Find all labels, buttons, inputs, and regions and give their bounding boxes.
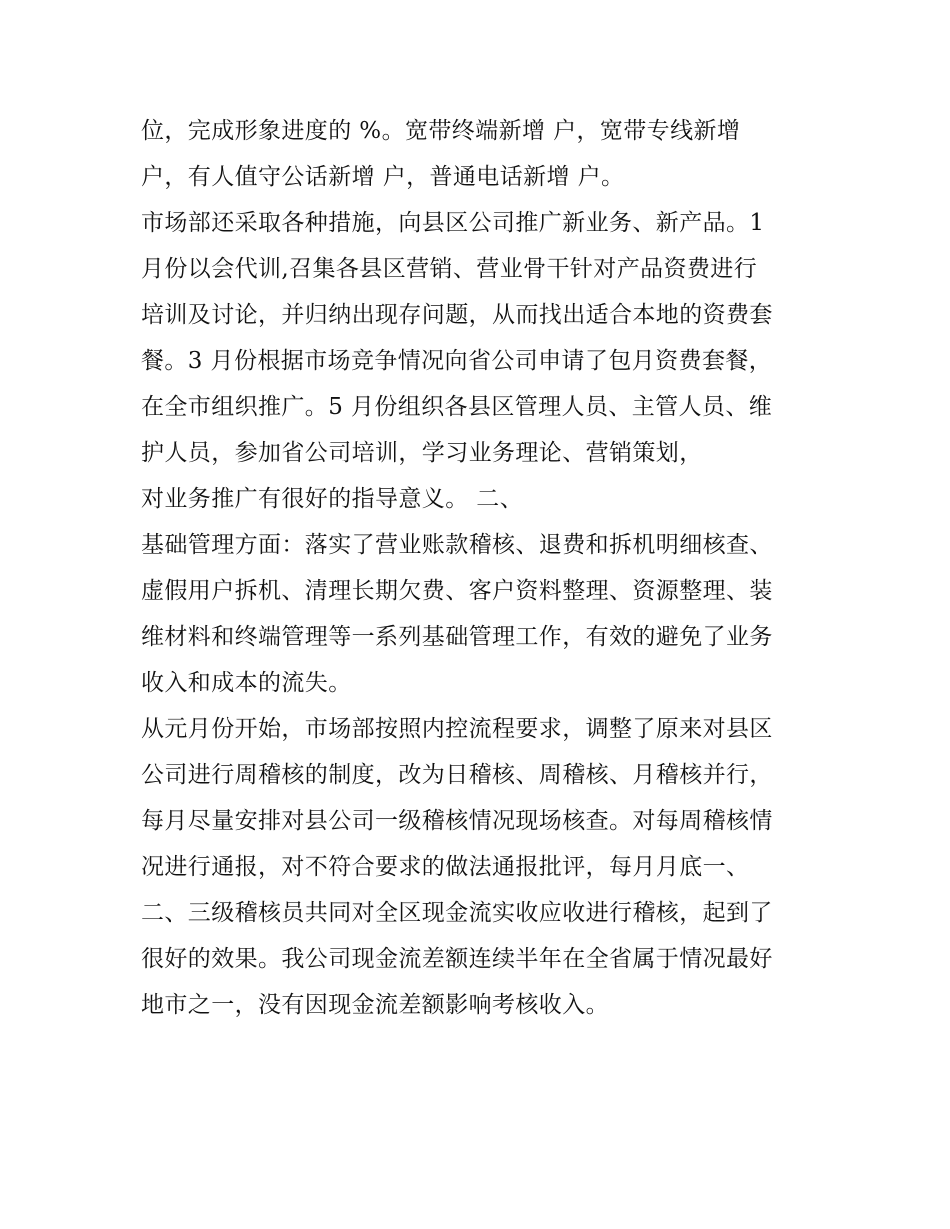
text-line: 每月尽量安排对县公司一级稽核情况现场核查。对每周稽核情 (141, 808, 773, 834)
text-line: 地市之一，没有因现金流差额影响考核收入。 (141, 992, 609, 1018)
text-line: 位，完成形象进度的 %。宽带终端新增 户，宽带专线新增 (141, 118, 741, 144)
text-line: 维材料和终端管理等一系列基础管理工作，有效的避免了业务 (141, 624, 773, 650)
text-line: 虚假用户拆机、清理长期欠费、客户资料整理、资源整理、装 (141, 578, 773, 604)
text-line: 月份以会代训,召集各县区营销、营业骨干针对产品资费进行 (141, 256, 758, 282)
text-line: 餐。3 月份根据市场竞争情况向省公司申请了包月资费套餐， (141, 348, 773, 374)
text-line: 况进行通报，对不符合要求的做法通报批评，每月月底一、 (141, 854, 750, 880)
text-line: 很好的效果。我公司现金流差额连续半年在全省属于情况最好 (141, 946, 773, 972)
text-line: 二、三级稽核员共同对全区现金流实收应收进行稽核，起到了 (141, 900, 773, 926)
text-line: 护人员，参加省公司培训，学习业务理论、营销策划， (141, 440, 703, 466)
text-line: 对业务推广有很好的指导意义。 二、 (141, 486, 524, 512)
text-line: 基础管理方面：落实了营业账款稽核、退费和拆机明细核查、 (141, 532, 773, 558)
text-line: 户，有人值守公话新增 户，普通电话新增 户。 (141, 164, 625, 190)
document-body (141, 108, 821, 1028)
text-line: 市场部还采取各种措施，向县区公司推广新业务、新产品。1 (141, 210, 765, 236)
text-line: 收入和成本的流失。 (141, 670, 352, 696)
text-line: 公司进行周稽核的制度，改为日稽核、周稽核、月稽核并行， (141, 762, 773, 788)
text-line: 从元月份开始，市场部按照内控流程要求，调整了原来对县区 (141, 716, 773, 742)
text-line: 培训及讨论，并归纳出现存问题，从而找出适合本地的资费套 (141, 302, 773, 328)
text-line: 在全市组织推广。5 月份组织各县区管理人员、主管人员、维 (141, 394, 773, 420)
